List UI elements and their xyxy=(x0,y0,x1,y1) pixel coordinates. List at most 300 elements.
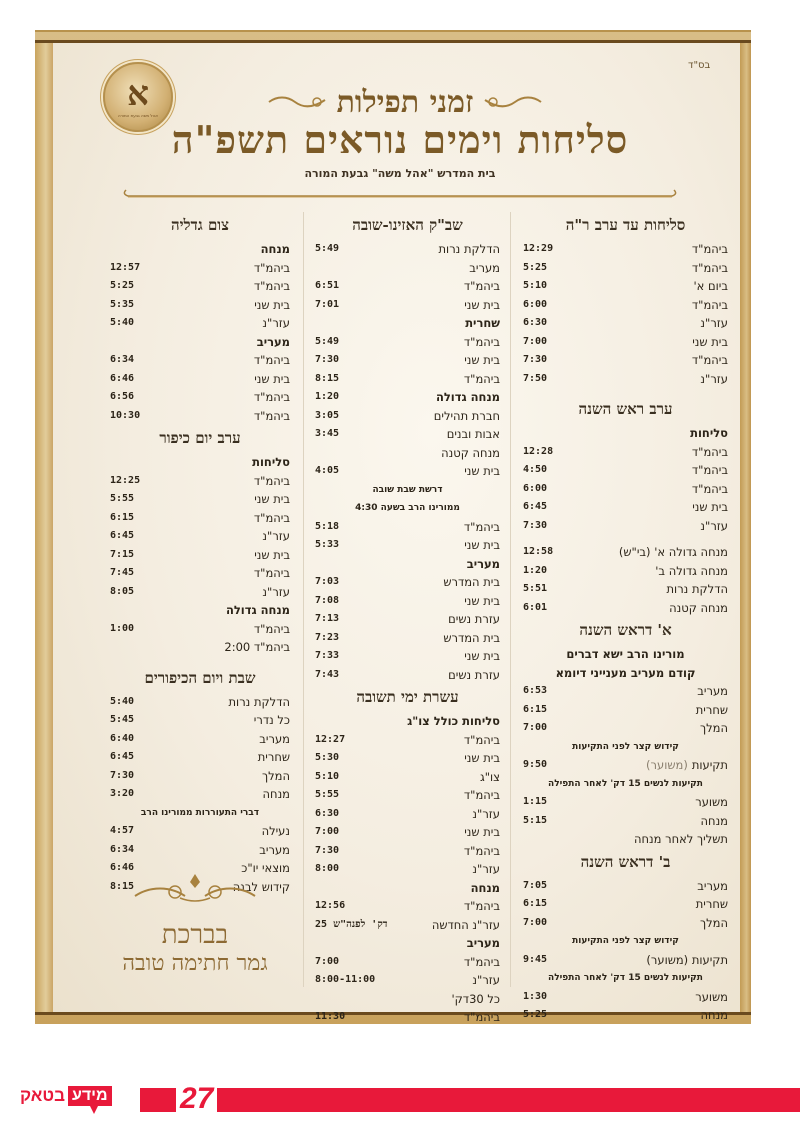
prayer-time: 7:00 xyxy=(523,916,548,928)
prayer-label xyxy=(472,971,500,990)
schedule-note: תקיעות לנשים 15 דק' לאחר התפילה xyxy=(548,973,703,983)
prayer-label-text: בית שני xyxy=(464,593,500,608)
prayer-label-text: מעריב xyxy=(697,684,728,698)
prayer-time: 25 דק' לפנה"ש xyxy=(315,918,388,930)
schedule-row xyxy=(305,296,510,315)
schedule-row xyxy=(513,351,738,370)
prayer-label xyxy=(262,527,290,546)
prayer-time: 6:15 xyxy=(523,898,548,909)
prayer-time: 7:23 xyxy=(315,631,340,643)
estimated-tag: (משוער) xyxy=(646,758,688,772)
page-subtitle-main: סליחות וימים נוראים תשפ"ה xyxy=(171,117,629,162)
schedule-row xyxy=(100,546,300,565)
prayer-label-text: קידוש לבנה xyxy=(232,879,290,894)
prayer-label-text: תקיעות (משוער) xyxy=(646,952,728,967)
schedule-row xyxy=(100,693,300,712)
sub-heading: מעריב xyxy=(256,334,290,349)
prayer-label xyxy=(436,388,500,407)
schedule-row xyxy=(100,277,300,296)
prayer-time: 4:50 xyxy=(523,464,548,475)
prayer-label xyxy=(254,472,290,491)
prayer-time: 9:45 xyxy=(523,953,548,965)
prayer-label xyxy=(254,277,290,296)
schedule-row xyxy=(100,638,300,657)
schedule-row xyxy=(305,666,510,685)
prayer-label-text: ביהמ"ד 2:00 xyxy=(224,640,290,654)
prayer-label-text: עזר"נ החדשה xyxy=(431,917,500,932)
prayer-label-text: ביהמ"ד xyxy=(691,481,728,496)
prayer-label xyxy=(464,786,500,805)
prayer-label xyxy=(700,914,728,933)
prayer-label-text: אבות ובנים xyxy=(446,427,500,441)
prayer-label xyxy=(262,767,290,786)
prayer-label xyxy=(464,333,500,352)
prayer-label xyxy=(254,620,290,639)
prayer-label xyxy=(262,583,290,602)
prayer-label xyxy=(669,599,728,618)
prayer-label xyxy=(432,916,500,935)
schedule-note: קידוש קצר לפני התקיעות xyxy=(572,741,679,752)
prayer-time: 1:20 xyxy=(315,391,340,402)
prayer-label xyxy=(694,277,729,296)
prayer-time: 6:00 xyxy=(523,298,548,310)
schedule-row xyxy=(100,472,300,491)
prayer-label xyxy=(434,407,500,426)
prayer-label-text: בית שני xyxy=(692,500,728,514)
schedule-row xyxy=(305,916,510,935)
prayer-time: 6:45 xyxy=(110,530,135,541)
prayer-label xyxy=(646,951,728,970)
prayer-label-text: ביהמ"ד xyxy=(253,621,290,636)
schedule-row xyxy=(305,805,510,824)
logo-aleph-icon: א xyxy=(127,73,149,114)
prayer-label xyxy=(262,822,290,841)
schedule-row xyxy=(100,785,300,804)
section-title: שבת ויום הכיפורים xyxy=(144,668,256,687)
prayer-label-text: עזר"נ xyxy=(472,973,500,987)
schedule-row xyxy=(305,647,510,666)
prayer-time: 12:25 xyxy=(110,474,141,486)
schedule-row xyxy=(305,351,510,370)
section-title: ערב יום כיפור xyxy=(159,429,241,447)
prayer-label xyxy=(692,351,728,370)
prayer-label-text: משוער xyxy=(695,795,728,809)
schedule-row xyxy=(513,1006,738,1025)
prayer-label xyxy=(619,543,728,562)
prayer-label-text: בית שני xyxy=(464,353,500,367)
prayer-label-text: ביהמ"ד xyxy=(253,353,290,367)
prayer-label xyxy=(464,842,500,861)
publication-brand xyxy=(20,1086,112,1106)
prayer-time: 7:33 xyxy=(315,650,340,661)
prayer-time: 5:55 xyxy=(315,789,340,800)
prayer-time: 12:27 xyxy=(315,733,346,745)
prayer-label-text: נעילה xyxy=(261,824,290,838)
prayer-time: 5:40 xyxy=(110,695,135,707)
prayer-label xyxy=(262,314,290,333)
prayer-label-text: בית שני xyxy=(464,297,500,312)
prayer-label xyxy=(254,296,290,315)
sub-heading: מעריב xyxy=(466,556,500,571)
prayer-label-text: בית שני xyxy=(254,297,290,312)
prayer-time: 5:10 xyxy=(315,770,340,782)
schedule-row xyxy=(305,518,510,537)
schedule-row xyxy=(513,543,738,562)
prayer-time: 7:30 xyxy=(315,844,340,856)
prayer-label-text: בית המדרש xyxy=(443,575,500,589)
schedule-row xyxy=(100,527,300,546)
schedule-row xyxy=(513,370,738,389)
schedule-row xyxy=(305,536,510,555)
prayer-label xyxy=(259,841,290,860)
schedule-row xyxy=(100,711,300,730)
prayer-time: 6:30 xyxy=(315,807,340,819)
prayer-label-text: מנחה קטנה xyxy=(669,600,728,615)
prayer-label-text: ביהמ"ד xyxy=(691,297,728,312)
sub-heading: קודם מעריב מענייני דיומא xyxy=(555,665,696,680)
prayer-label-text: ביהמ"ד xyxy=(463,954,500,969)
prayer-label xyxy=(700,314,728,333)
prayer-time: 3:45 xyxy=(315,428,340,439)
section-title: צום גדליה xyxy=(170,216,230,234)
prayer-time: 5:25 xyxy=(110,280,135,291)
prayer-time: 3:20 xyxy=(110,788,135,799)
prayer-label xyxy=(692,296,728,315)
schedule-row xyxy=(513,599,738,618)
schedule-row xyxy=(305,573,510,592)
prayer-time: 12:56 xyxy=(315,900,346,911)
prayer-label xyxy=(464,296,500,315)
prayer-label-text: בית שני xyxy=(254,371,290,386)
prayer-label-text: ביהמ"ד xyxy=(463,732,500,747)
prayer-label-text: עזר"נ xyxy=(472,862,500,876)
prayer-label xyxy=(464,462,500,481)
schedule-row xyxy=(305,407,510,426)
flourish-ornament-icon xyxy=(130,868,260,908)
prayer-label-text: מנחה xyxy=(700,813,728,828)
prayer-label xyxy=(464,897,500,916)
prayer-time: 8:00-11:00 xyxy=(315,974,376,985)
schedule-row xyxy=(305,592,510,611)
schedule-row xyxy=(100,564,300,583)
prayer-label-text: מנחה גדולה א' (בי"ש) xyxy=(618,545,728,559)
prayer-time: 6:30 xyxy=(523,317,548,328)
prayer-label xyxy=(692,498,728,517)
prayer-label-text: מעריב xyxy=(259,842,290,857)
prayer-time: 7:05 xyxy=(523,879,548,891)
prayer-label xyxy=(464,351,500,370)
prayer-time: 5:18 xyxy=(315,520,340,532)
section-title: סליחות עד ערב ר"ה xyxy=(565,216,686,234)
prayer-label-text: מנחה xyxy=(700,1008,728,1022)
prayer-label-text: חברת תהילים xyxy=(433,408,500,423)
prayer-label xyxy=(472,860,500,879)
prayer-label-text: שחרית xyxy=(695,897,728,911)
prayer-time: 7:45 xyxy=(110,567,135,578)
scroll-ornament-icon xyxy=(267,94,327,110)
prayer-label xyxy=(224,638,290,657)
prayer-label xyxy=(254,407,290,426)
prayer-label-text: משוער xyxy=(695,989,728,1004)
prayer-label xyxy=(464,749,500,768)
prayer-label-text: תשליך לאחר מנחה xyxy=(634,832,728,846)
prayer-label-text: מנחה גדולה xyxy=(435,390,500,404)
prayer-label-text: בית שני xyxy=(692,334,728,349)
spacer xyxy=(513,535,738,543)
prayer-time: 6:01 xyxy=(523,601,548,613)
prayer-time: 4:05 xyxy=(315,465,340,476)
section-title: שב"ק האזינו-שובה xyxy=(352,216,463,234)
schedule-row xyxy=(513,498,738,517)
schedule-row xyxy=(305,259,510,278)
prayer-label xyxy=(441,444,500,463)
sub-heading: מנחה xyxy=(260,242,290,256)
prayer-label xyxy=(443,573,500,592)
schedule-row xyxy=(305,425,510,444)
schedule-note: קידוש קצר לפני התקיעות xyxy=(572,936,679,946)
prayer-label-text: ביהמ"ד xyxy=(463,1010,500,1024)
prayer-time: 1:20 xyxy=(523,564,548,576)
prayer-time: 6:15 xyxy=(110,511,135,523)
prayer-label-text: בית שני xyxy=(464,649,500,663)
prayer-label xyxy=(263,785,290,804)
prayer-time: 7:43 xyxy=(315,668,340,680)
prayer-label-text: ביהמ"ד xyxy=(691,444,728,459)
section-title: ב' דראש השנה xyxy=(580,852,671,871)
schedule-row xyxy=(100,841,300,860)
schedule-row xyxy=(513,333,738,352)
schedule-row xyxy=(305,768,510,787)
schedule-row xyxy=(100,314,300,333)
prayer-time: 3:05 xyxy=(315,409,340,421)
prayer-time: 5:55 xyxy=(110,493,135,504)
column-divider xyxy=(510,212,511,987)
prayer-label-text: ביהמ"ד xyxy=(463,371,500,386)
bsd-mark: בס"ד xyxy=(688,60,711,71)
prayer-time: 6:15 xyxy=(523,703,548,715)
prayer-time: 9:50 xyxy=(523,759,548,770)
prayer-time: 12:29 xyxy=(523,243,554,254)
schedule-row xyxy=(513,443,738,462)
prayer-time: 6:00 xyxy=(523,482,548,494)
prayer-label xyxy=(464,536,500,555)
prayer-label xyxy=(443,629,500,648)
prayer-label xyxy=(464,731,500,750)
prayer-label-text: עזרת נשים xyxy=(448,612,500,626)
prayer-label-text: תקיעות xyxy=(691,758,728,772)
prayer-time: 8:05 xyxy=(110,585,135,597)
prayer-time: 6:34 xyxy=(110,843,135,855)
brand-text-label: בטאק xyxy=(20,1086,65,1105)
prayer-label xyxy=(259,730,290,749)
prayer-time: 6:40 xyxy=(110,732,135,744)
schedule-row xyxy=(305,842,510,861)
prayer-label xyxy=(254,509,290,528)
schedule-row xyxy=(513,580,738,599)
prayer-label xyxy=(464,277,500,296)
prayer-time: 5:25 xyxy=(523,261,548,273)
prayer-label-text: בית שני xyxy=(464,464,500,478)
schedule-column-right xyxy=(513,212,738,1025)
prayer-label-text: בית שני xyxy=(254,547,290,562)
prayer-label-text: עזר"נ xyxy=(262,316,290,330)
prayer-label xyxy=(254,259,290,278)
prayer-label-text: מוצאי יו"כ xyxy=(241,861,290,875)
prayer-label xyxy=(464,647,500,666)
prayer-label-text: ביהמ"ד xyxy=(691,260,728,275)
prayer-label xyxy=(464,518,500,537)
synagogue-name: בית המדרש "אהל משה" גבעת המורה xyxy=(304,167,496,180)
prayer-time: 6:46 xyxy=(110,862,135,873)
prayer-label xyxy=(464,823,500,842)
schedule-row xyxy=(513,259,738,278)
prayer-time: 5:30 xyxy=(315,752,340,763)
prayer-label-text: ביום א' xyxy=(693,279,728,293)
closing-blessing xyxy=(95,868,295,978)
spacer xyxy=(100,657,300,665)
prayer-label xyxy=(692,480,728,499)
prayer-time: 5:25 xyxy=(523,1009,548,1020)
footer-red-bar xyxy=(140,1088,800,1112)
schedule-row xyxy=(305,990,510,1009)
schedule-row xyxy=(305,388,510,407)
prayer-label-text: עזר"נ xyxy=(700,316,728,330)
schedule-row xyxy=(513,562,738,581)
scroll-ornament-icon xyxy=(483,94,543,110)
prayer-label xyxy=(692,259,728,278)
blessing-line-2: גמר חתימה טובה xyxy=(122,951,268,976)
prayer-label xyxy=(634,830,728,849)
prayer-label-text: בית שני xyxy=(254,492,290,506)
brand-box-label: מידע xyxy=(68,1086,112,1106)
prayer-label-text: ביהמ"ד xyxy=(691,353,728,367)
prayer-time: 12:58 xyxy=(523,546,554,557)
schedule-column-left xyxy=(100,212,300,896)
prayer-time: 7:01 xyxy=(315,298,340,310)
spacer xyxy=(513,388,738,396)
schedule-row xyxy=(100,767,300,786)
schedule-row xyxy=(513,240,738,259)
prayer-label-text: מנחה גדולה ב' xyxy=(655,563,728,578)
prayer-time: 5:35 xyxy=(110,298,135,310)
schedule-note: ממורינו הרב בשעה 4:30 xyxy=(355,503,460,513)
prayer-label-text: הדלקת נרות xyxy=(438,242,500,256)
schedule-row xyxy=(305,444,510,463)
prayer-time: 7:08 xyxy=(315,594,340,606)
prayer-label-text: בית שני xyxy=(464,825,500,839)
prayer-time: 6:53 xyxy=(523,685,548,696)
prayer-label-text: המלך xyxy=(261,768,290,783)
schedule-row xyxy=(100,509,300,528)
prayer-label xyxy=(464,1008,500,1027)
schedule-row xyxy=(513,951,738,970)
prayer-time: 7:00 xyxy=(315,826,340,837)
schedule-row xyxy=(513,701,738,720)
prayer-label xyxy=(254,351,290,370)
prayer-label xyxy=(700,517,728,536)
section-title: עשרת ימי תשובה xyxy=(356,688,459,706)
prayer-label xyxy=(464,592,500,611)
prayer-label-text: עזר"נ xyxy=(700,371,728,386)
prayer-time: 4:57 xyxy=(110,825,135,836)
prayer-label-text: ביהמ"ד xyxy=(463,843,500,858)
schedule-row xyxy=(513,682,738,701)
prayer-label xyxy=(472,805,500,824)
prayer-time: 7:30 xyxy=(523,519,548,531)
schedule-row xyxy=(305,462,510,481)
sub-heading: שחרית xyxy=(465,316,500,330)
prayer-label xyxy=(447,425,500,444)
schedule-row xyxy=(513,296,738,315)
schedule-row xyxy=(100,822,300,841)
schedule-note: תקיעות לנשים 15 דק' לאחר התפילה xyxy=(548,778,703,789)
prayer-label-text: שחרית xyxy=(695,702,728,717)
prayer-label-text: ביהמ"ד xyxy=(253,390,290,404)
prayer-label xyxy=(254,711,290,730)
blessing-line-1: בברכת xyxy=(161,920,229,950)
prayer-time: 7:30 xyxy=(315,354,340,365)
prayer-time: 8:00 xyxy=(315,863,340,874)
prayer-label-text: ביהמ"ד xyxy=(253,408,290,423)
prayer-label-text: עזרת נשים xyxy=(448,667,500,682)
schedule-row xyxy=(513,914,738,933)
schedule-row xyxy=(513,895,738,914)
prayer-label xyxy=(480,768,500,787)
prayer-label xyxy=(646,756,728,775)
prayer-time: 12:57 xyxy=(110,261,141,273)
schedule-row xyxy=(513,314,738,333)
schedule-note: דברי התעוררות ממורינו הרב xyxy=(140,807,260,818)
schedule-row xyxy=(513,517,738,536)
schedule-row xyxy=(305,971,510,990)
schedule-row xyxy=(305,823,510,842)
prayer-label xyxy=(464,953,500,972)
schedule-row xyxy=(513,756,738,775)
schedule-note: דרשת שבת שובה xyxy=(372,484,443,495)
schedule-row xyxy=(513,830,738,849)
page-number: 27 xyxy=(176,1083,217,1115)
prayer-label-text: בית שני xyxy=(464,538,500,552)
prayer-time: 5:49 xyxy=(315,243,340,254)
prayer-time: 7:30 xyxy=(523,354,548,365)
prayer-label-text: כל 30דק' xyxy=(451,991,500,1006)
prayer-label-text: ביהמ"ד xyxy=(463,899,500,913)
prayer-label-text: עזר"נ xyxy=(262,529,290,543)
prayer-label xyxy=(695,793,728,812)
prayer-time: 7:30 xyxy=(110,769,135,781)
prayer-time: 10:30 xyxy=(110,409,141,421)
prayer-label-text: המלך xyxy=(699,915,728,930)
prayer-label xyxy=(701,1006,728,1025)
section-title: א' דראש השנה xyxy=(579,621,672,639)
prayer-label xyxy=(448,610,500,629)
schedule-row xyxy=(100,370,300,389)
prayer-label xyxy=(697,877,728,896)
schedule-row xyxy=(100,620,300,639)
prayer-time: 6:46 xyxy=(110,372,135,384)
prayer-label xyxy=(701,812,728,831)
schedule-row xyxy=(513,480,738,499)
prayer-label xyxy=(448,666,500,685)
schedule-row xyxy=(513,461,738,480)
schedule-row xyxy=(513,988,738,1007)
prayer-time: 6:56 xyxy=(110,391,135,402)
prayer-label xyxy=(696,895,728,914)
prayer-time: 1:15 xyxy=(523,796,548,807)
prayer-label-text: הדלקת נרות xyxy=(666,582,728,596)
prayer-label xyxy=(451,990,500,1009)
schedule-row xyxy=(100,490,300,509)
